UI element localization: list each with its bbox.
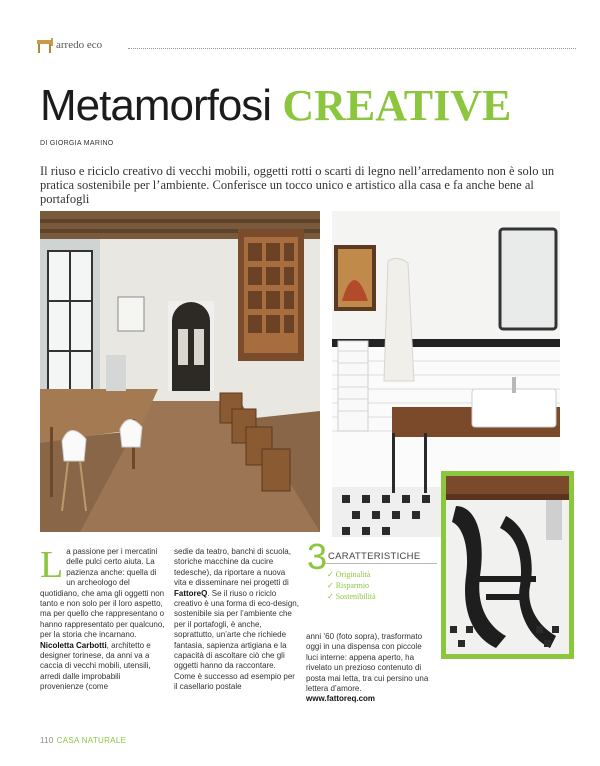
section-header: [36, 38, 576, 56]
col1-text-a: a passione per i mercatini delle pulci certo aiuta. La pazienza anche: quella di un archeologo del quotidiano, che ama gli oggetti non tanto e non solo per il loro aspetto, ma per quello che rappresentano o hanno rappresentato per qualcuno, per la storia che incarnano.: [40, 547, 165, 640]
features-divider: [325, 563, 437, 564]
col2-text-b: . Se il riuso o riciclo creativo è una forma di eco-design, sostenibile sia per l’ambiente che per il portafogli, è anche, soprattutto, un’arte che richiede fantasia, sapienza artigiana e la capacità di ascoltare ciò che gli oggetti hanno da raccontare. Come è successo ad esempio per il casellario postale: [174, 588, 299, 692]
feature-item: ✓ Originalità: [327, 570, 371, 579]
col2-text-a: sedie da teatro, banchi di scuola, storiche macchine da cucire tedesche), da riportare a nuova vita e disseminare nei progetti di: [174, 547, 291, 588]
check-icon: ✓: [327, 581, 334, 590]
article-column-2: [174, 547, 299, 693]
brand-name: FattoreQ: [174, 588, 208, 598]
features-number: 3: [307, 536, 328, 577]
website-link[interactable]: www.fattoreq.com: [306, 694, 376, 704]
article-column-1: [40, 544, 165, 693]
intro-text: Il riuso e riciclo creativo di vecchi mobili, oggetti rotti o scarti di legno nell’arredamento non è solo un pratica sostenibile per l’ambiente. Conferisce un tocco unico e artistico alla casa e fa anche bene al portafogli: [40, 164, 555, 206]
features-box: [307, 536, 435, 615]
byline: DI GIORGIA MARINO: [40, 140, 114, 147]
page-footer: [40, 736, 126, 745]
article-title: [40, 80, 511, 132]
inset-photo-sewing-base: [441, 471, 574, 659]
article-column-3: [306, 632, 431, 705]
title-part-1: Metamorfosi: [40, 81, 272, 130]
drop-cap: L: [40, 544, 64, 586]
page-number: 110: [40, 736, 54, 745]
col3-text: anni ’60 (foto sopra), trasformato oggi in una dispensa con piccole luci interne: appena aperto, ha rivelato un prezioso contenuto di posta mai letta, tra cui persino una lettera d’amore.: [306, 632, 429, 694]
photo-dining-room: [40, 211, 320, 532]
magazine-name: CASA NATURALE: [56, 736, 127, 745]
features-list: [327, 569, 376, 602]
features-heading: CARATTERISTICHE: [328, 551, 421, 562]
title-part-2: CREATIVE: [282, 81, 512, 130]
col1-text-b: , architetto e designer torinese, da anni va a caccia di vecchi mobili, utensili, arredi dalle improbabili provenienze (come: [40, 640, 151, 692]
check-icon: ✓: [327, 570, 334, 579]
feature-item: ✓ Risparmio: [327, 581, 370, 590]
section-label: arredo eco: [56, 39, 103, 51]
section-divider: [128, 48, 576, 49]
feature-item: ✓ Sostenibilità: [327, 592, 376, 601]
designer-name: Nicoletta Carbotti: [40, 640, 107, 650]
check-icon: ✓: [327, 592, 334, 601]
chair-icon: [36, 38, 56, 54]
